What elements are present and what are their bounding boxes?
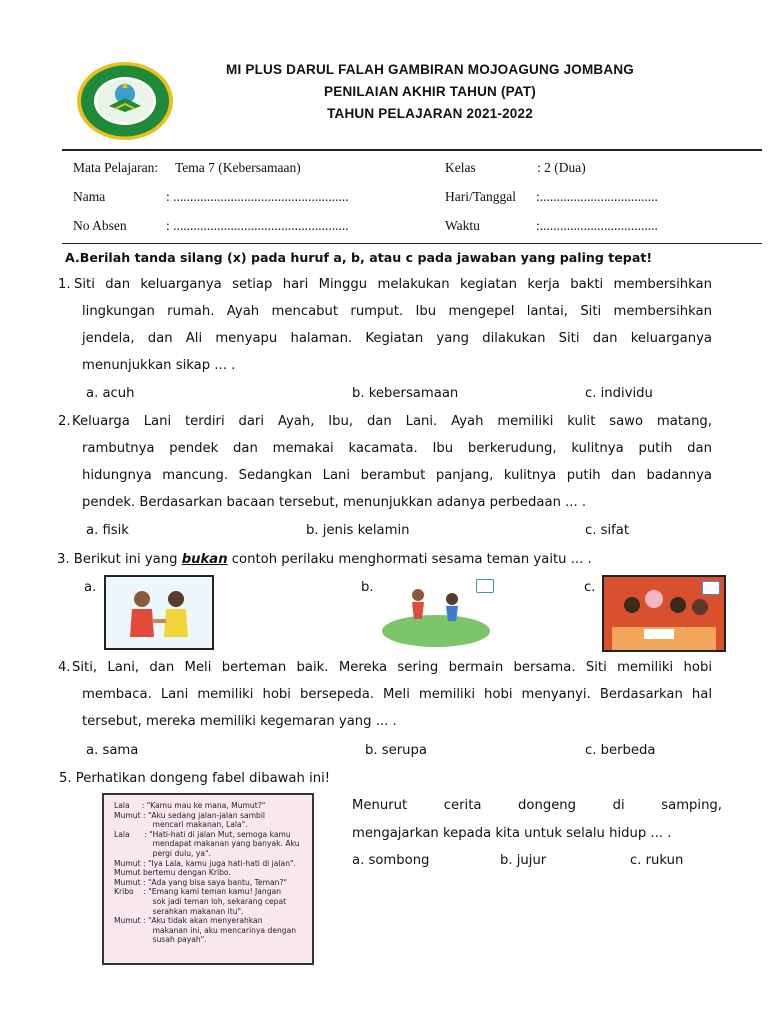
- q3-emphasis: bukan: [181, 552, 228, 567]
- q4-line-1: Siti, Lani, dan Meli berteman baik. Mereka sering bermain bersama. Siti memiliki hobi: [72, 660, 712, 675]
- q3-option-a[interactable]: a.: [84, 580, 97, 595]
- q4-option-c[interactable]: c. berbeda: [585, 743, 656, 758]
- q3-b-checkbox[interactable]: [476, 579, 494, 593]
- q2-line-3: hidungnya mancung. Sedangkan Lani berambut panjang, kulitnya putih dan badannya: [82, 468, 712, 483]
- header-divider: [62, 149, 762, 151]
- q3-c-checkbox[interactable]: [702, 581, 720, 595]
- school-year: TAHUN PELAJARAN 2021-2022: [327, 106, 533, 121]
- q5-option-a[interactable]: a. sombong: [352, 853, 430, 868]
- class-value: : 2 (Dua): [537, 160, 586, 175]
- q2-option-a[interactable]: a. fisik: [86, 523, 129, 538]
- time-label: Waktu: [445, 218, 480, 233]
- story-line: susah payah".: [114, 935, 207, 945]
- q2-line-2: rambutnya pendek dan memakai kacamata. Ibu berkerudung, kulitnya putih dan: [82, 441, 712, 456]
- q3-picture-reading[interactable]: [602, 575, 726, 652]
- q4-line-2: membaca. Lani memiliki hobi bersepeda. Meli memiliki hobi menyanyi. Berdasarkan hal: [82, 687, 712, 702]
- story-line: Kribo : "Emang kami teman kamu! Jangan: [114, 887, 282, 897]
- story-line: makanan ini, aku mencarinya dengan: [114, 925, 297, 935]
- story-line: serahkan makanan itu".: [114, 906, 244, 916]
- q2-line-4: pendek. Berdasarkan bacaan tersebut, menunjukkan adanya perbedaan ... .: [82, 495, 587, 510]
- q3-text-before: Berikut ini yang: [73, 552, 178, 567]
- fable-story-box: [102, 793, 314, 965]
- story-line: Mumut : "Iya Lala, kamu juga hati-hati di jalan".: [114, 858, 296, 868]
- q5-question-line-1: Menurut cerita dongeng di samping,: [352, 798, 722, 813]
- story-line: sok jadi teman loh, sekarang cepat: [114, 896, 287, 906]
- q5-number: 5.: [59, 771, 72, 786]
- story-line: mencari makanan, Lala".: [114, 820, 248, 830]
- story-line: pergi dulu, ya".: [114, 848, 211, 858]
- q3-option-c[interactable]: c.: [584, 580, 596, 595]
- q4-number: 4.: [58, 660, 71, 675]
- q3-number: 3.: [57, 552, 70, 567]
- q5-option-b[interactable]: b. jujur: [500, 853, 547, 868]
- section-a-text: Berilah tanda silang (x) pada huruf a, b, atau c pada jawaban yang paling tepat!: [79, 250, 653, 265]
- q1-option-a[interactable]: a. acuh: [86, 386, 135, 401]
- school-logo: [75, 60, 175, 142]
- school-name: MI PLUS DARUL FALAH GAMBIRAN MOJOAGUNG JOMBANG: [226, 62, 634, 77]
- q3-option-b[interactable]: b.: [361, 580, 374, 595]
- q1-line-2: lingkungan rumah. Ayah mencabut rumput. Ibu mengepel lantai, Siti membersihkan: [82, 304, 712, 319]
- q5-question-line-2: mengajarkan kepada kita untuk selalu hidup ... .: [352, 826, 672, 841]
- q3-picture-playing[interactable]: [376, 575, 496, 650]
- absen-label: No Absen: [73, 218, 127, 233]
- q2-option-b[interactable]: b. jenis kelamin: [306, 523, 410, 538]
- story-line: Mumut bertemu dengan Kribo.: [114, 868, 231, 878]
- q5-text: Perhatikan dongeng fabel dibawah ini!: [75, 771, 331, 786]
- q1-option-b[interactable]: b. kebersamaan: [352, 386, 459, 401]
- q1-line-3: jendela, dan Ali menyapu halaman. Kegiatan yang dilakukan Siti dan keluarganya: [82, 331, 712, 346]
- story-line: Lala : "Kamu mau ke mana, Mumut?": [114, 801, 266, 810]
- subject-value: Tema 7 (Kebersamaan): [175, 160, 301, 175]
- story-line: Lala : "Hati-hati di jalan Mut, semoga kamu: [114, 829, 291, 839]
- name-field[interactable]: : ....................................................: [166, 189, 349, 204]
- date-field[interactable]: :...................................: [536, 189, 658, 204]
- absen-field[interactable]: : ....................................................: [166, 218, 349, 233]
- time-field[interactable]: :...................................: [536, 218, 658, 233]
- section-a-prefix: A.: [65, 250, 80, 265]
- exam-title: PENILAIAN AKHIR TAHUN (PAT): [324, 84, 536, 99]
- story-line: Mumut : "Ada yang bisa saya bantu, Teman?": [114, 877, 288, 887]
- q3-picture-handshake[interactable]: [104, 575, 214, 650]
- q4-option-b[interactable]: b. serupa: [365, 743, 427, 758]
- section-a-instruction: [65, 250, 652, 265]
- q2-number: 2.: [58, 414, 71, 429]
- q1-line-4: menunjukkan sikap ... .: [82, 358, 236, 373]
- story-line: Mumut : "Aku tidak akan menyerahkan: [114, 916, 263, 926]
- q3-text-after: contoh perilaku menghormati sesama teman yaitu ... .: [231, 552, 592, 567]
- q4-option-a[interactable]: a. sama: [86, 743, 139, 758]
- q5-stem: [59, 765, 330, 792]
- subject-label: Mata Pelajaran:: [73, 160, 159, 175]
- q2-option-c[interactable]: c. sifat: [585, 523, 630, 538]
- class-label: Kelas: [445, 160, 476, 175]
- q1-option-c[interactable]: c. individu: [585, 386, 653, 401]
- q3-stem: [57, 546, 592, 573]
- q2-line-1: Keluarga Lani terdiri dari Ayah, Ibu, dan Lani. Ayah memiliki kulit sawo matang,: [72, 414, 712, 429]
- q4-line-3: tersebut, mereka memiliki kegemaran yang ... .: [82, 714, 397, 729]
- identity-divider: [62, 243, 762, 244]
- story-line: mendapat makanan yang banyak. Aku: [114, 839, 300, 849]
- name-label: Nama: [73, 189, 106, 204]
- date-label: Hari/Tanggal: [445, 189, 517, 204]
- story-line: Mumut : "Aku sedang jalan-jalan sambil: [114, 810, 266, 820]
- q5-option-c[interactable]: c. rukun: [630, 853, 684, 868]
- q1-line-1: Siti dan keluarganya setiap hari Minggu melakukan kegiatan kerja bakti membersihkan: [74, 277, 712, 292]
- q1-number: 1.: [58, 277, 71, 292]
